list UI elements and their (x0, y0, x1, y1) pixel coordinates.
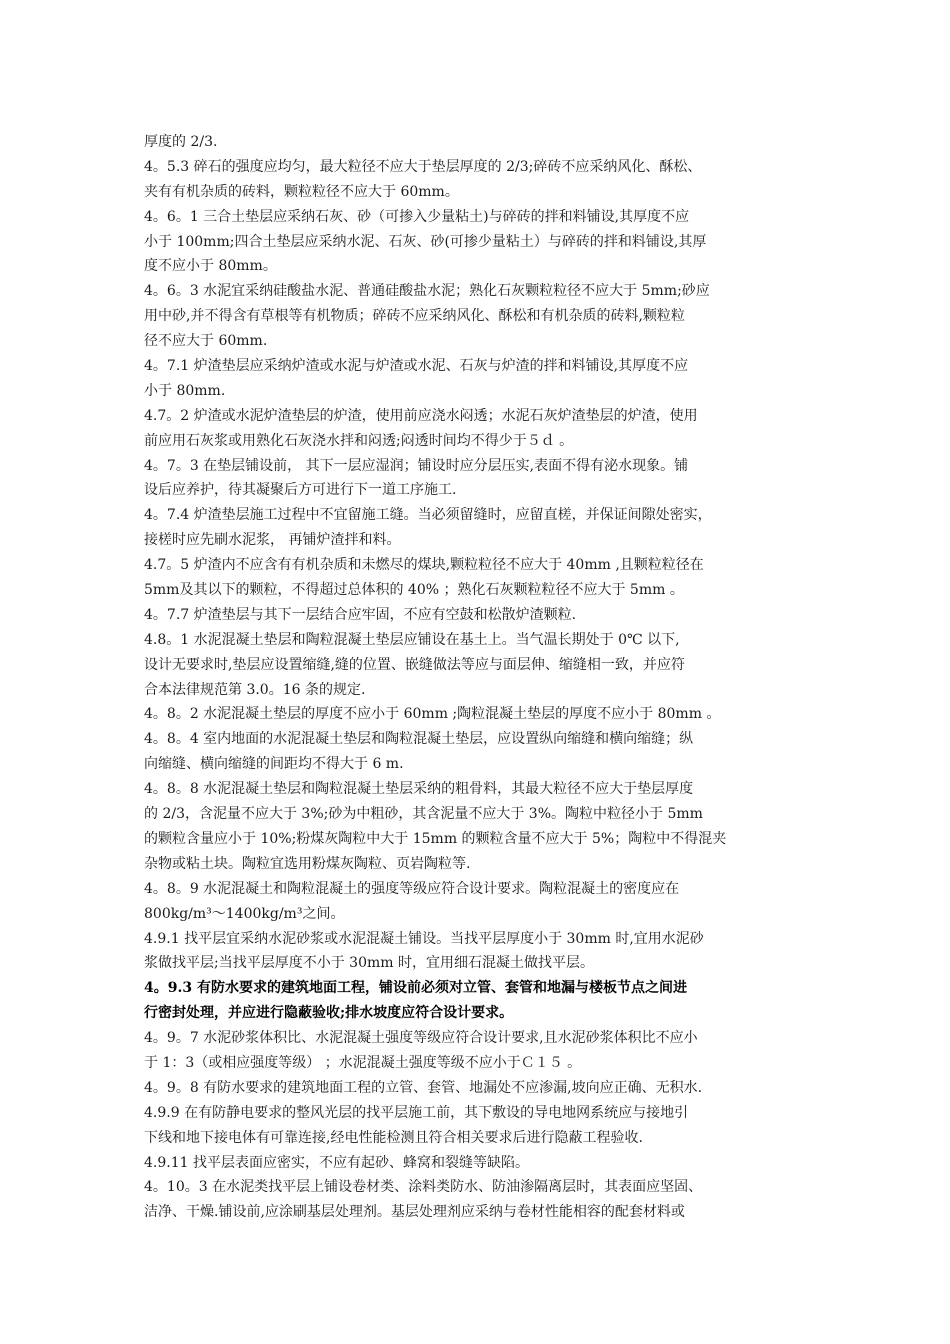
text-line: 4。9。7 水泥砂浆体积比、水泥混凝土强度等级应符合设计要求,且水泥砂浆体积比不应小 (144, 1030, 698, 1047)
text-line: 4。10。3 在水泥类找平层上铺设卷材类、涂料类防水、防油渗隔离层时，其表面应坚固、 (144, 1179, 703, 1196)
text-line: 4.7。2 炉渣或水泥炉渣垫层的炉渣，使用前应浇水闷透；水泥石灰炉渣垫层的炉渣，使用 (144, 407, 698, 424)
text-line: 的 2/3，含泥量不应大于 3%;砂为中粗砂，其含泥量不应大于 3%。陶粒中粒径小于 5mm (144, 806, 703, 823)
document-body (144, 130, 820, 1225)
text-line: 4.8。1 水泥混凝土垫层和陶粒混凝土垫层应铺设在基土上。当气温长期处于 0℃ 以下, (144, 631, 680, 648)
text-line: 4。6。1 三合土垫层应采纳石灰、砂（可掺入少量粘土)与碎砖的拌和料铺设,其厚度不应 (144, 208, 690, 225)
text-line: 度不应小于 80mm。 (144, 258, 277, 275)
text-line: 洁净、干燥.铺设前,应涂刷基层处理剂。基层处理剂应采纳与卷材性能相容的配套材料或 (144, 1204, 685, 1221)
text-line: 于 1：3（或相应强度等级） ；水泥混凝土强度等级不应小于Ｃ１５ 。 (144, 1054, 582, 1071)
text-line: 4。8。2 水泥混凝土垫层的厚度不应小于 60mm ;陶粒混凝土垫层的厚度不应小于 80mm 。 (144, 706, 721, 723)
text-line: 设计无要求时,垫层应设置缩缝,缝的位置、嵌缝做法等应与面层伸、缩缝相一致，并应符 (144, 656, 685, 673)
text-line: 杂物或粘土块。陶粒宜选用粉煤灰陶粒、页岩陶粒等. (144, 855, 471, 872)
text-line: 5mm及其以下的颗粒，不得超过总体积的 40% ；熟化石灰颗粒粒径不应大于 5mm 。 (144, 582, 684, 599)
text-line: 设后应养护，待其凝聚后方可进行下一道工序施工. (144, 482, 457, 499)
text-line: 4。7。3 在垫层铺设前， 其下一层应湿润；铺设时应分层压实,表面不得有泌水现象。铺 (144, 457, 689, 474)
text-line: 夹有有机杂质的砖料，颗粒粒径不应大于 60mm。 (144, 183, 459, 200)
text-line: 小于 100mm;四合土垫层应采纳水泥、石灰、砂(可掺少量粘土）与碎砖的拌和料铺设,其厚 (144, 233, 707, 250)
bold-text-line: 行密封处理，并应进行隐蔽验收;排水坡度应符合设计要求。 (144, 1005, 514, 1022)
text-line: 4。8。9 水泥混凝土和陶粒混凝土的强度等级应符合设计要求。陶粒混凝土的密度应在 (144, 880, 680, 897)
text-line: 4。6。3 水泥宜采纳硅酸盐水泥、普通硅酸盐水泥；熟化石灰颗粒粒径不应大于 5mm;砂应 (144, 283, 710, 300)
text-line: 4。9。8 有防水要求的建筑地面工程的立管、套管、地漏处不应渗漏,坡向应正确、无积水. (144, 1079, 703, 1096)
text-line: 4.9.9 在有防静电要求的整风光层的找平层施工前，其下敷设的导电地网系统应与接地引 (144, 1104, 689, 1121)
text-line: 4.7。5 炉渣内不应含有有机杂质和未燃尽的煤块,颗粒粒径不应大于 40mm ,且颗粒粒径在 (144, 557, 704, 574)
text-line: 4。7.1 炉渣垫层应采纳炉渣或水泥与炉渣或水泥、石灰与炉渣的拌和料铺设,其厚度不应 (144, 358, 689, 375)
text-line: 的颗粒含量应小于 10%;粉煤灰陶粒中大于 15mm 的颗粒含量不应大于 5%；陶粒中不得混夹 (144, 830, 727, 847)
text-line: 厚度的 2/3. (144, 134, 218, 150)
bold-text-line: 4。9.3 有防水要求的建筑地面工程，铺设前必须对立管、套管和地漏与楼板节点之间进 (144, 980, 687, 997)
text-line: 前应用石灰浆或用熟化石灰浇水拌和闷透;闷透时间均不得少于５ｄ 。 (144, 432, 574, 449)
text-line: 4。8。4 室内地面的水泥混凝土垫层和陶粒混凝土垫层，应设置纵向缩缝和横向缩缝；纵 (144, 731, 694, 748)
text-line: 向缩缝、横向缩缝的间距均不得大于 6 m. (144, 756, 404, 773)
text-line: 径不应大于 60mm. (144, 333, 268, 350)
text-line: 4。8。8 水泥混凝土垫层和陶粒混凝土垫层采纳的粗骨料，其最大粒径不应大于垫层厚度 (144, 781, 694, 798)
text-line: 800kg/m³～1400kg/m³之间。 (144, 905, 345, 922)
text-line: 4.9.11 找平层表面应密实，不应有起砂、蜂窝和裂缝等缺陷。 (144, 1154, 529, 1171)
text-line: 下线和地下接电体有可靠连接,经电性能检测且符合相关要求后进行隐蔽工程验收. (144, 1129, 643, 1146)
text-line: 接槎时应先刷水泥浆， 再铺炉渣拌和料。 (144, 532, 401, 549)
text-line: 4。5.3 碎石的强度应均匀，最大粒径不应大于垫层厚度的 2/3;碎砖不应采纳风化、酥松、 (144, 158, 702, 175)
text-line: 4.9.1 找平层宜采纳水泥砂浆或水泥混凝土铺设。当找平层厚度小于 30mm 时,宜用水泥砂 (144, 930, 704, 947)
text-line: 4。7.7 炉渣垫层与其下一层结合应牢固，不应有空鼓和松散炉渣颗粒. (144, 606, 577, 623)
text-line: 合本法律规范第 3.0。16 条的规定. (144, 681, 366, 698)
text-line: 小于 80mm. (144, 382, 226, 399)
text-line: 用中砂,并不得含有草根等有机物质；碎砖不应采纳风化、酥松和有机杂质的砖料,颗粒粒 (144, 308, 685, 325)
text-line: 浆做找平层;当找平层厚度不小于 30mm 时，宜用细石混凝土做找平层。 (144, 955, 594, 972)
text-line: 4。7.4 炉渣垫层施工过程中不宜留施工缝。当必须留缝时，应留直槎，并保证间隙处密实， (144, 507, 712, 524)
